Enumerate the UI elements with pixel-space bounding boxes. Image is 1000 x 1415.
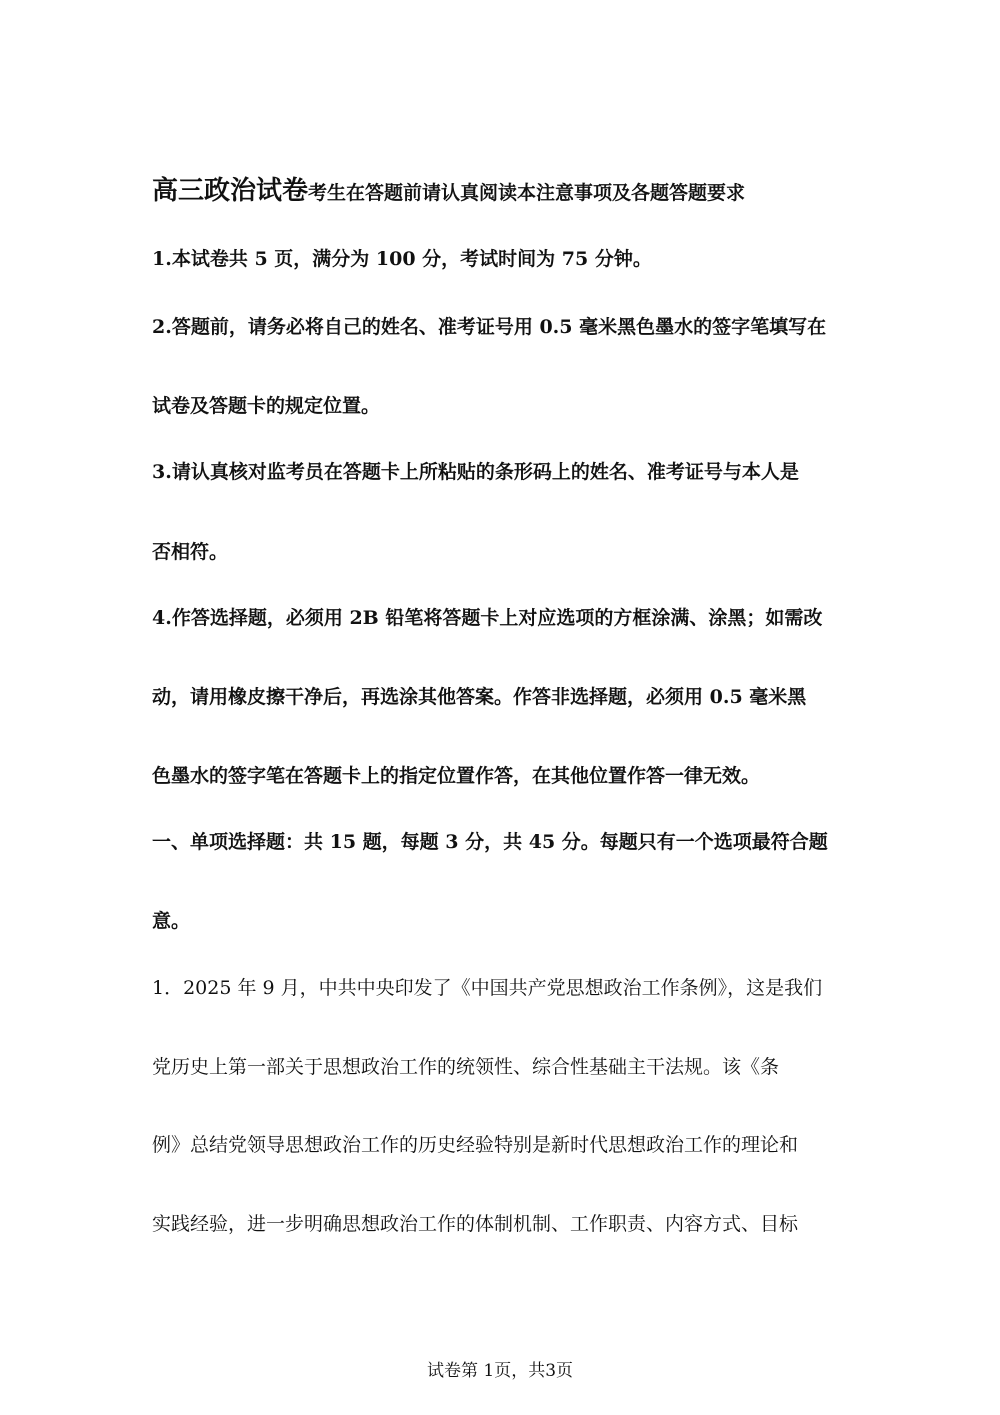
section-heading: 一、单项选择题：共 15 题，每题 3 分，共 45 分。每题只有一个选项最符合题 — [152, 831, 828, 853]
instruction-line: 4.作答选择题，必须用 2B 铅笔将答题卡上对应选项的方框涂满、涂黑；如需改 — [152, 607, 823, 629]
question-text-line: 1．2025 年 9 月，中共中央印发了《中国共产党思想政治工作条例》，这是我们 — [152, 977, 823, 999]
instruction-line: 2.答题前，请务必将自己的姓名、准考证号用 0.5 毫米黑色墨水的签字笔填写在 — [152, 316, 827, 338]
question-text-line: 党历史上第一部关于思想政治工作的统领性、综合性基础主干法规。该《条 — [152, 1056, 780, 1078]
page-number-footer: 试卷第 1页，共3页 — [426, 1361, 574, 1381]
instruction-line: 动，请用橡皮擦干净后，再选涂其他答案。作答非选择题，必须用 0.5 毫米黑 — [152, 686, 807, 708]
instruction-line: 试卷及答题卡的规定位置。 — [152, 395, 381, 417]
instruction-line: 否相符。 — [152, 541, 229, 563]
page-title — [152, 170, 872, 207]
question-text-line: 例》总结党领导思想政治工作的历史经验特别是新时代思想政治工作的理论和 — [152, 1134, 799, 1156]
exam-subtitle: 考生在答题前请认真阅读本注意事项及各题答题要求 — [308, 182, 746, 204]
instruction-line: 1.本试卷共 5 页，满分为 100 分，考试时间为 75 分钟。 — [152, 248, 652, 270]
exam-title: 高三政治试卷 — [152, 176, 309, 206]
section-heading: 意。 — [152, 910, 191, 932]
instruction-line: 3.请认真核对监考员在答题卡上所粘贴的条形码上的姓名、准考证号与本人是 — [152, 461, 799, 483]
instruction-line: 色墨水的签字笔在答题卡上的指定位置作答，在其他位置作答一律无效。 — [152, 765, 761, 787]
question-text-line: 实践经验，进一步明确思想政治工作的体制机制、工作职责、内容方式、目标 — [152, 1213, 799, 1235]
